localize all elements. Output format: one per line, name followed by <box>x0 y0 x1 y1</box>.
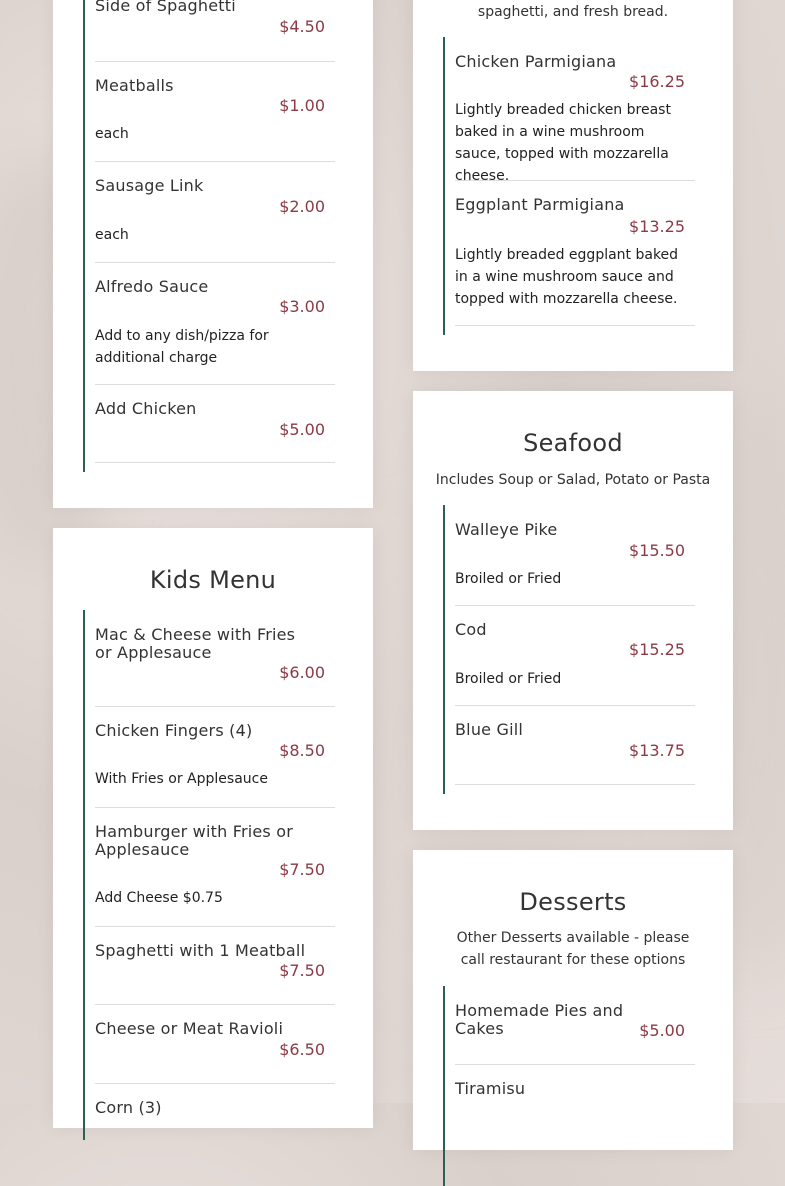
item-price: $16.25 <box>629 72 685 91</box>
seafood-card <box>413 391 733 830</box>
item-name: Hamburger with Fries or Applesauce <box>95 822 294 859</box>
item-price: $7.50 <box>279 961 325 980</box>
sides-card <box>53 0 373 508</box>
section-intro: spaghetti, and fresh bread. <box>477 4 669 20</box>
item-name: Sausage Link <box>95 176 204 195</box>
item-name: Eggplant Parmigiana <box>455 195 625 214</box>
section-subtitle: Includes Soup or Salad, Potato or Pasta <box>435 472 711 488</box>
item-name: Blue Gill <box>455 720 524 739</box>
item-description: Lightly breaded chicken breast baked in a wine mushroom sauce, topped with mozzarella cheese. <box>455 102 671 184</box>
item-price: $5.00 <box>639 1021 685 1040</box>
item-name: Corn (3) <box>95 1098 162 1117</box>
item-name: Meatballs <box>95 76 174 95</box>
item-price: $13.75 <box>629 741 685 760</box>
item-price: $8.50 <box>279 741 325 760</box>
item-description: each <box>95 227 129 243</box>
menu-item <box>455 705 695 785</box>
item-price: $13.25 <box>629 217 685 236</box>
seafood-item-list <box>443 505 695 794</box>
menu-item <box>455 505 695 606</box>
section-title: Seafood <box>523 429 623 457</box>
item-name: Chicken Parmigiana <box>455 52 617 71</box>
item-description: Add Cheese $0.75 <box>95 890 223 906</box>
menu-item <box>455 37 695 184</box>
menu-item <box>455 986 695 1065</box>
section-title: Desserts <box>519 888 627 916</box>
item-description: each <box>95 126 129 142</box>
item-description: Lightly breaded eggplant baked in a wine mushroom sauce and topped with mozzarella cheese. <box>455 247 679 307</box>
desserts-card <box>413 850 733 1150</box>
menu-item <box>95 384 335 463</box>
menu-item <box>95 610 335 707</box>
menu-item <box>95 1083 335 1143</box>
item-name: Cod <box>455 620 487 639</box>
menu-item <box>95 1004 335 1084</box>
item-description: Broiled or Fried <box>455 671 562 687</box>
item-price: $15.25 <box>629 640 685 659</box>
item-price: $4.50 <box>279 17 325 36</box>
item-name: Homemade Pies and Cakes <box>455 1001 624 1038</box>
kids-menu-card <box>53 528 373 1128</box>
item-price: $1.00 <box>279 96 325 115</box>
item-price: $2.00 <box>279 197 325 216</box>
item-name: Walleye Pike <box>455 520 558 539</box>
item-price: $15.50 <box>629 541 685 560</box>
sides-item-list <box>83 0 335 472</box>
item-name: Mac & Cheese with Fries or Applesauce <box>95 625 296 662</box>
menu-item <box>95 706 335 808</box>
menu-item <box>95 926 335 1005</box>
item-description: With Fries or Applesauce <box>95 771 268 787</box>
item-name: Side of Spaghetti <box>95 0 236 15</box>
menu-item <box>455 605 695 706</box>
item-price: $6.50 <box>279 1040 325 1059</box>
section-subtitle: Other Desserts available - please call restaurant for these options <box>456 930 690 968</box>
kids-item-list <box>83 610 335 1140</box>
menu-item <box>95 0 335 62</box>
item-name: Chicken Fingers (4) <box>95 721 253 740</box>
parmigiana-item-list <box>443 37 695 335</box>
item-description: Add to any dish/pizza for additional charge <box>95 328 269 366</box>
item-name: Alfredo Sauce <box>95 277 209 296</box>
item-price: $6.00 <box>279 663 325 682</box>
item-name: Tiramisu <box>455 1079 526 1098</box>
item-name: Add Chicken <box>95 399 197 418</box>
menu-item <box>95 161 335 263</box>
item-price: $7.50 <box>279 860 325 879</box>
menu-item <box>95 262 335 385</box>
item-description: Broiled or Fried <box>455 571 562 587</box>
menu-item <box>95 807 335 927</box>
item-price: $3.00 <box>279 297 325 316</box>
desserts-item-list <box>443 986 695 1186</box>
menu-item <box>95 61 335 162</box>
parmigiana-card <box>413 0 733 371</box>
menu-item <box>455 180 695 326</box>
section-title: Kids Menu <box>149 566 277 594</box>
menu-item <box>455 1064 695 1134</box>
item-name: Spaghetti with 1 Meatball <box>95 941 306 960</box>
item-price: $5.00 <box>279 420 325 439</box>
item-name: Cheese or Meat Ravioli <box>95 1019 284 1038</box>
